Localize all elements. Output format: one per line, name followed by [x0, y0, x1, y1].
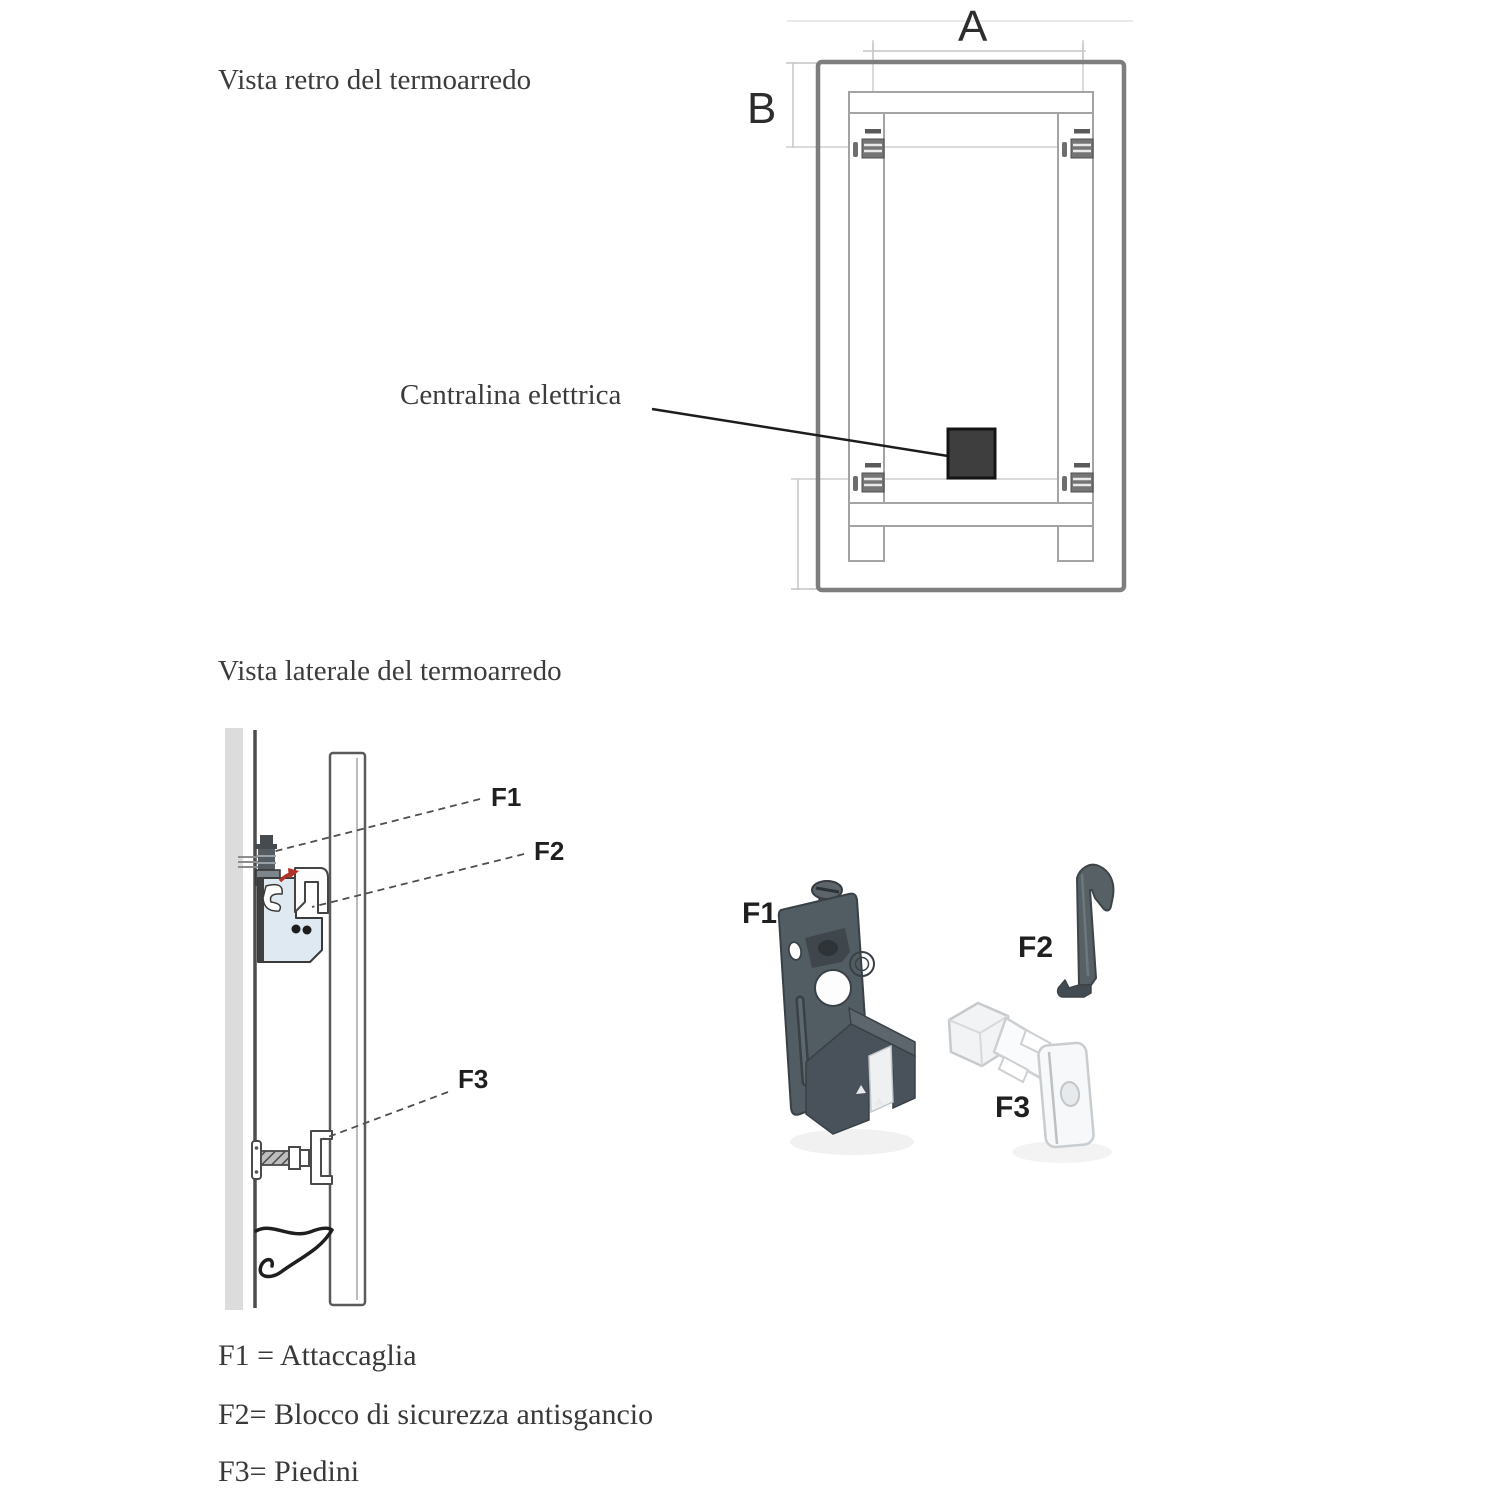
hook-assembly	[238, 835, 328, 962]
power-cable	[256, 1228, 332, 1276]
wall-section	[225, 728, 243, 1310]
legend-item-f2: F2= Blocco di sicurezza antisgancio	[218, 1398, 654, 1431]
side-label-f1: F1	[491, 782, 522, 812]
part-f1	[779, 881, 915, 1134]
part-label-f1: F1	[742, 897, 778, 930]
legend-item-f3: F3= Piedini	[218, 1455, 360, 1488]
dimension-b-label: B	[747, 84, 777, 133]
part-label-f3: F3	[995, 1091, 1031, 1124]
rear-view-title: Vista retro del termoarredo	[218, 64, 532, 96]
radiator-top-crossbar	[849, 92, 1093, 113]
safety-hook-in-place	[295, 868, 328, 913]
leader-f1	[272, 799, 480, 852]
foot-assembly	[252, 1131, 332, 1184]
radiator-bottom-crossbar	[849, 503, 1093, 526]
side-label-f2: F2	[534, 836, 565, 866]
part-f2	[1058, 865, 1114, 997]
control-unit-box	[948, 429, 995, 478]
side-view-diagram	[225, 728, 524, 1310]
radiator-rails	[849, 113, 1093, 561]
threaded-rod	[261, 1151, 289, 1165]
dimension-bottom	[791, 479, 1090, 590]
side-label-f3: F3	[458, 1064, 489, 1094]
part-label-f2: F2	[1018, 931, 1054, 964]
part-f3	[949, 1003, 1094, 1148]
parts-3d	[779, 865, 1114, 1163]
dimension-a	[863, 40, 1086, 136]
control-unit-callout: Centralina elettrica	[400, 379, 622, 411]
side-view-title: Vista laterale del termoarredo	[218, 655, 562, 687]
rear-view-diagram	[652, 21, 1133, 590]
legend-item-f1: F1 = Attaccaglia	[218, 1339, 417, 1372]
dimension-a-label: A	[958, 2, 988, 51]
callout-leader-line	[652, 409, 948, 456]
